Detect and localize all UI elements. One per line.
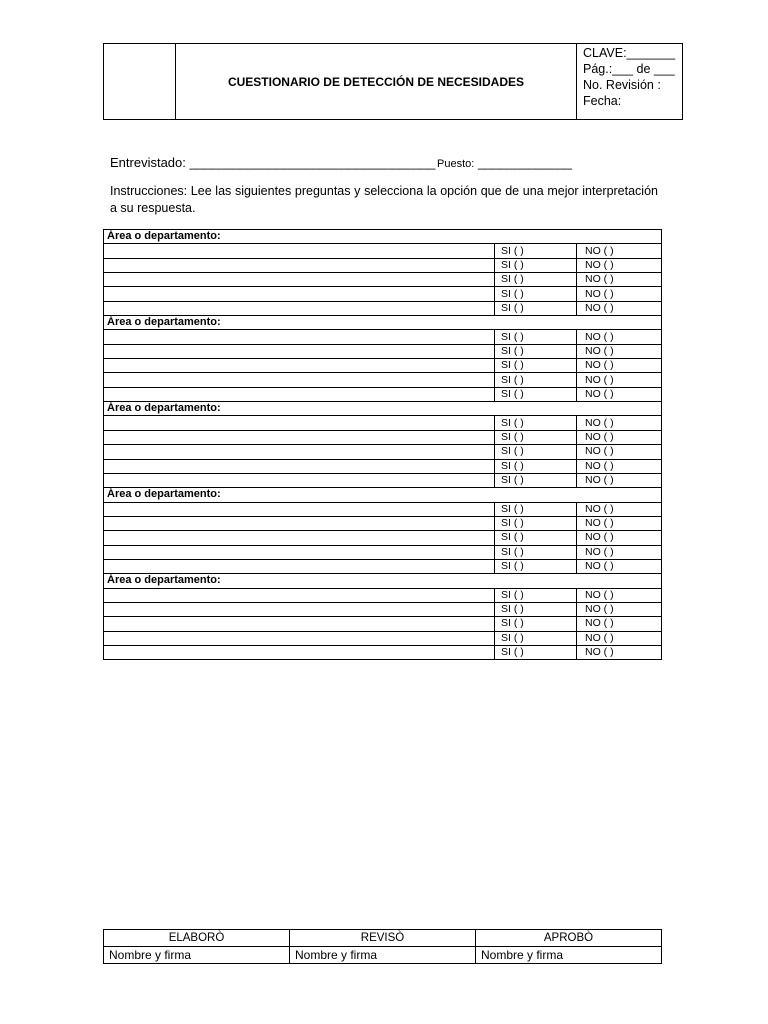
clave-field[interactable]: CLAVE:_______ [583, 46, 676, 60]
question-row [104, 287, 662, 301]
elaboro-header: ELABORÒ [104, 930, 290, 947]
question-row [104, 387, 662, 401]
question-row [104, 373, 662, 387]
no-option[interactable]: NO ( ) [577, 244, 662, 258]
question-row [104, 244, 662, 258]
si-option[interactable]: SI ( ) [495, 387, 577, 401]
question-cell[interactable] [104, 459, 495, 473]
area-label[interactable]: Área o departamento: [104, 402, 662, 416]
no-option[interactable]: NO ( ) [577, 301, 662, 315]
si-option[interactable]: SI ( ) [495, 344, 577, 358]
si-option[interactable]: SI ( ) [495, 617, 577, 631]
question-row [104, 588, 662, 602]
no-option[interactable]: NO ( ) [577, 459, 662, 473]
logo-cell [104, 44, 176, 119]
question-row [104, 445, 662, 459]
no-option[interactable]: NO ( ) [577, 588, 662, 602]
question-row [104, 344, 662, 358]
si-option[interactable]: SI ( ) [495, 531, 577, 545]
no-option[interactable]: NO ( ) [577, 631, 662, 645]
question-row [104, 617, 662, 631]
question-row [104, 502, 662, 516]
question-cell[interactable] [104, 430, 495, 444]
question-cell[interactable] [104, 588, 495, 602]
question-row [104, 531, 662, 545]
elaboro-signature[interactable]: Nombre y firma [104, 947, 290, 964]
question-row [104, 359, 662, 373]
no-option[interactable]: NO ( ) [577, 287, 662, 301]
no-option[interactable]: NO ( ) [577, 645, 662, 659]
question-cell[interactable] [104, 359, 495, 373]
area-row [104, 488, 662, 502]
si-option[interactable]: SI ( ) [495, 244, 577, 258]
no-option[interactable]: NO ( ) [577, 373, 662, 387]
question-row [104, 459, 662, 473]
signature-row [104, 947, 662, 964]
question-cell[interactable] [104, 631, 495, 645]
si-option[interactable]: SI ( ) [495, 473, 577, 487]
page-field[interactable]: Pág.:___ de ___ [583, 62, 675, 76]
question-cell[interactable] [104, 445, 495, 459]
question-cell[interactable] [104, 416, 495, 430]
question-cell[interactable] [104, 559, 495, 573]
no-option[interactable]: NO ( ) [577, 617, 662, 631]
date-field[interactable]: Fecha: [583, 94, 622, 108]
revision-field[interactable]: No. Revisión : [583, 78, 661, 92]
no-option[interactable]: NO ( ) [577, 359, 662, 373]
question-row [104, 330, 662, 344]
document-header [103, 43, 683, 120]
question-row [104, 645, 662, 659]
question-cell[interactable] [104, 473, 495, 487]
question-cell[interactable] [104, 531, 495, 545]
reviso-header: REVISÒ [290, 930, 476, 947]
si-option[interactable]: SI ( ) [495, 445, 577, 459]
no-option[interactable]: NO ( ) [577, 387, 662, 401]
area-row [104, 316, 662, 330]
no-option[interactable]: NO ( ) [577, 473, 662, 487]
position-line[interactable]: _____________ [477, 155, 572, 170]
question-cell[interactable] [104, 617, 495, 631]
si-option[interactable]: SI ( ) [495, 359, 577, 373]
area-label[interactable]: Área o departamento: [104, 488, 662, 502]
si-option[interactable]: SI ( ) [495, 602, 577, 616]
si-option[interactable]: SI ( ) [495, 631, 577, 645]
question-cell[interactable] [104, 330, 495, 344]
position-label: Puesto: [437, 158, 475, 170]
question-cell[interactable] [104, 287, 495, 301]
no-option[interactable]: NO ( ) [577, 602, 662, 616]
no-option[interactable]: NO ( ) [577, 430, 662, 444]
no-option[interactable]: NO ( ) [577, 502, 662, 516]
question-cell[interactable] [104, 502, 495, 516]
no-option[interactable]: NO ( ) [577, 559, 662, 573]
si-option[interactable]: SI ( ) [495, 459, 577, 473]
si-option[interactable]: SI ( ) [495, 588, 577, 602]
no-option[interactable]: NO ( ) [577, 516, 662, 530]
question-cell[interactable] [104, 258, 495, 272]
si-option[interactable]: SI ( ) [495, 545, 577, 559]
question-cell[interactable] [104, 645, 495, 659]
si-option[interactable]: SI ( ) [495, 430, 577, 444]
area-label[interactable]: Área o departamento: [104, 230, 662, 244]
questionnaire-table [103, 229, 662, 660]
interviewee-field[interactable]: Entrevistado: __________________________________ [110, 155, 436, 170]
position-field[interactable] [437, 155, 572, 170]
instructions-text: Instrucciones: Lee las siguientes preguntas y selecciona la opción que de una mejor interpretación a su respuesta. [110, 184, 658, 215]
si-option[interactable]: SI ( ) [495, 373, 577, 387]
no-option[interactable]: NO ( ) [577, 531, 662, 545]
reviso-signature[interactable]: Nombre y firma [290, 947, 476, 964]
document-meta [583, 45, 683, 109]
si-option[interactable]: SI ( ) [495, 258, 577, 272]
signature-table [103, 929, 662, 964]
no-option[interactable]: NO ( ) [577, 273, 662, 287]
question-cell[interactable] [104, 344, 495, 358]
area-label[interactable]: Área o departamento: [104, 574, 662, 588]
question-row [104, 258, 662, 272]
area-row [104, 402, 662, 416]
question-cell[interactable] [104, 602, 495, 616]
no-option[interactable]: NO ( ) [577, 545, 662, 559]
question-row [104, 545, 662, 559]
si-option[interactable]: SI ( ) [495, 516, 577, 530]
no-option[interactable]: NO ( ) [577, 344, 662, 358]
question-row [104, 416, 662, 430]
no-option[interactable]: NO ( ) [577, 416, 662, 430]
question-row [104, 559, 662, 573]
aprobo-header: APROBÒ [476, 930, 662, 947]
question-row [104, 473, 662, 487]
aprobo-signature[interactable]: Nombre y firma [476, 947, 662, 964]
si-option[interactable]: SI ( ) [495, 273, 577, 287]
question-row [104, 273, 662, 287]
si-option[interactable]: SI ( ) [495, 416, 577, 430]
si-option[interactable]: SI ( ) [495, 502, 577, 516]
question-cell[interactable] [104, 516, 495, 530]
no-option[interactable]: NO ( ) [577, 258, 662, 272]
si-option[interactable]: SI ( ) [495, 645, 577, 659]
no-option[interactable]: NO ( ) [577, 330, 662, 344]
question-cell[interactable] [104, 387, 495, 401]
no-option[interactable]: NO ( ) [577, 445, 662, 459]
question-cell[interactable] [104, 301, 495, 315]
question-row [104, 301, 662, 315]
signature-header-row [104, 930, 662, 947]
question-cell[interactable] [104, 244, 495, 258]
si-option[interactable]: SI ( ) [495, 559, 577, 573]
si-option[interactable]: SI ( ) [495, 287, 577, 301]
question-row [104, 631, 662, 645]
si-option[interactable]: SI ( ) [495, 330, 577, 344]
si-option[interactable]: SI ( ) [495, 301, 577, 315]
question-cell[interactable] [104, 273, 495, 287]
area-row [104, 574, 662, 588]
document-title: CUESTIONARIO DE DETECCIÓN DE NECESIDADES [176, 44, 577, 119]
question-row [104, 430, 662, 444]
area-row [104, 230, 662, 244]
area-label[interactable]: Área o departamento: [104, 316, 662, 330]
question-cell[interactable] [104, 373, 495, 387]
question-row [104, 516, 662, 530]
question-row [104, 602, 662, 616]
question-cell[interactable] [104, 545, 495, 559]
